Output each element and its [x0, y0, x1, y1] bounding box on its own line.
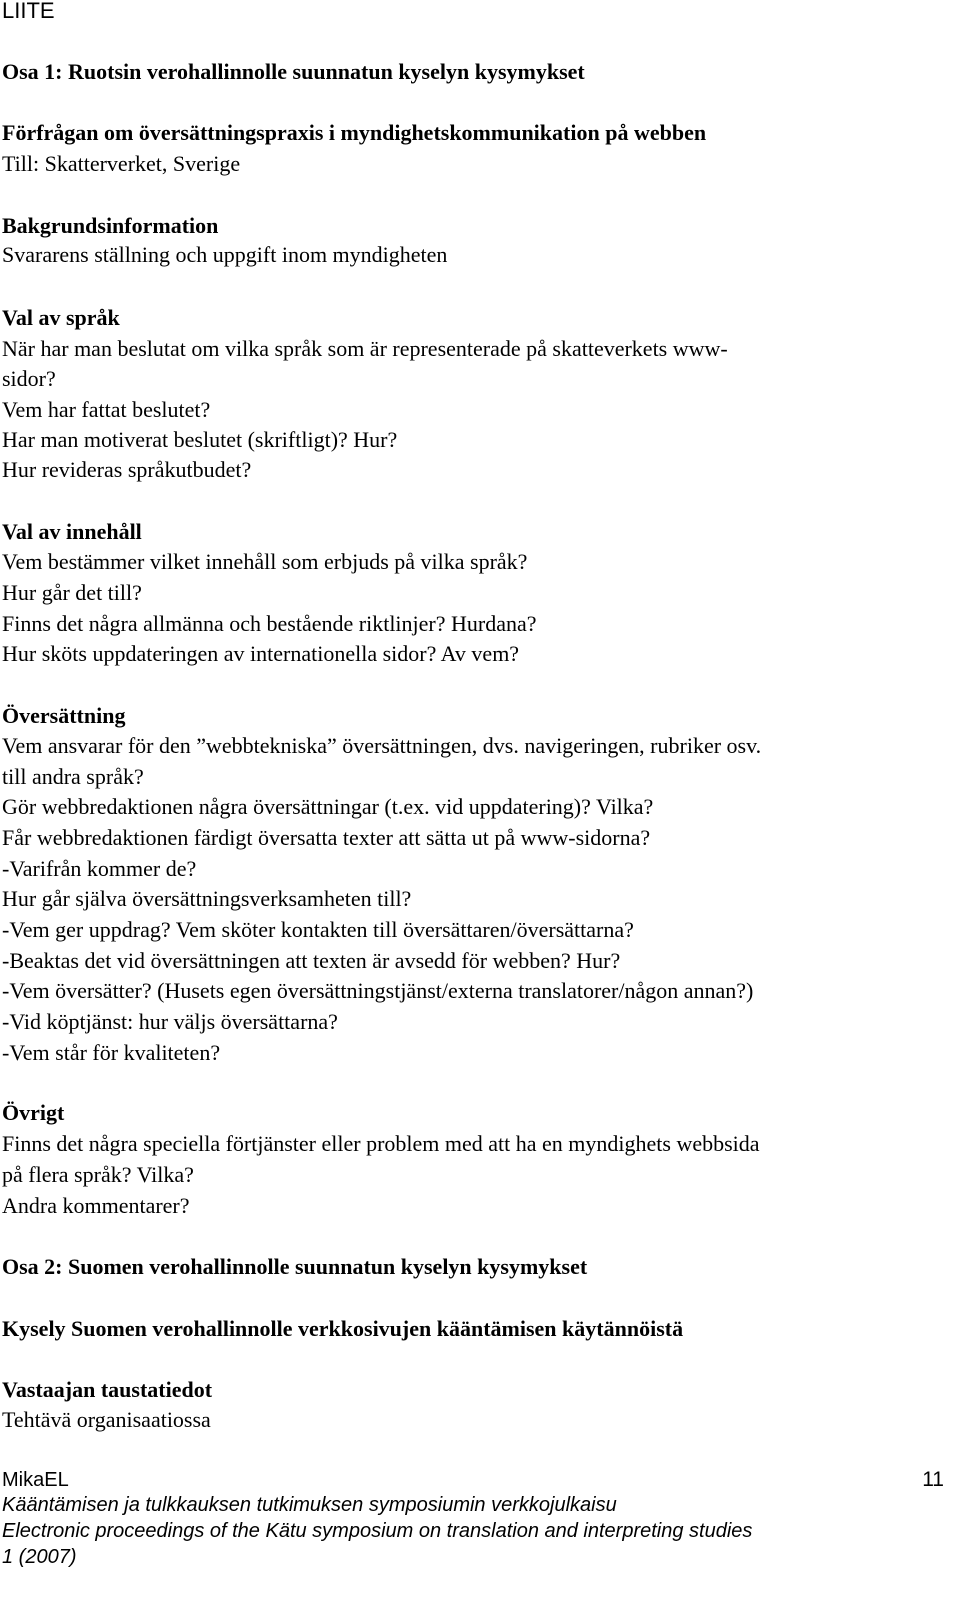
content-choice-line: Hur sköts uppdateringen av internationella sidor? Av vem?	[2, 641, 520, 666]
part2-background-heading: Vastaajan taustatiedot	[2, 1377, 213, 1402]
other-line: på flera språk? Vilka?	[2, 1162, 194, 1187]
footer-line: Kääntämisen ja tulkkauksen tutkimuksen symposiumin verkkojulkaisu	[2, 1494, 617, 1516]
other-heading: Övrigt	[2, 1100, 65, 1125]
footer-author: MikaEL	[2, 1469, 69, 1491]
translation-line: -Beaktas det vid översättningen att texten är avsedd för webben? Hur?	[2, 948, 621, 973]
language-choice-line: Vem har fattat beslutet?	[2, 397, 211, 422]
background-line: Svararens ställning och uppgift inom myndigheten	[2, 242, 448, 267]
background-heading: Bakgrundsinformation	[2, 213, 219, 238]
language-choice-line: Har man motiverat beslutet (skriftligt)? Hur?	[2, 427, 398, 452]
language-choice-line: sidor?	[2, 366, 56, 391]
translation-line: -Vem översätter? (Husets egen översättningstjänst/externa translatorer/någon annan?)	[2, 978, 754, 1003]
translation-line: Hur går själva översättningsverksamheten till?	[2, 886, 412, 911]
content-choice-heading: Val av innehåll	[2, 519, 142, 544]
footer-line: Electronic proceedings of the Kätu symposium on translation and interpreting studies	[2, 1520, 753, 1542]
part1-title: Osa 1: Ruotsin verohallinnolle suunnatun kyselyn kysymykset	[2, 59, 585, 84]
translation-line: -Vem ger uppdrag? Vem sköter kontakten till översättaren/översättarna?	[2, 917, 634, 942]
translation-line: -Varifrån kommer de?	[2, 856, 197, 881]
translation-line: Gör webbredaktionen några översättningar (t.ex. vid uppdatering)? Vilka?	[2, 794, 654, 819]
language-choice-line: Hur revideras språkutbudet?	[2, 457, 252, 482]
page-number: 11	[922, 1468, 944, 1491]
translation-line: -Vid köptjänst: hur väljs översättarna?	[2, 1009, 338, 1034]
language-choice-line: När har man beslutat om vilka språk som är representerade på skatteverkets www-	[2, 336, 728, 361]
footer-line: 1 (2007)	[2, 1546, 77, 1568]
translation-line: Får webbredaktionen färdigt översatta texter att sätta ut på www-sidorna?	[2, 825, 651, 850]
appendix-label: LIITE	[2, 0, 55, 23]
part1-recipient: Till: Skatterverket, Sverige	[2, 151, 241, 176]
other-line: Finns det några speciella förtjänster eller problem med att ha en myndighets webbsida	[2, 1131, 760, 1156]
part2-title: Osa 2: Suomen verohallinnolle suunnatun kyselyn kysymykset	[2, 1254, 588, 1279]
part1-survey-title: Förfrågan om översättningspraxis i myndighetskommunikation på webben	[2, 120, 707, 145]
translation-line: -Vem står för kvaliteten?	[2, 1040, 221, 1065]
translation-heading: Översättning	[2, 703, 126, 728]
part2-survey-title: Kysely Suomen verohallinnolle verkkosivujen kääntämisen käytännöistä	[2, 1316, 684, 1341]
other-line: Andra kommentarer?	[2, 1193, 190, 1218]
content-choice-line: Vem bestämmer vilket innehåll som erbjuds på vilka språk?	[2, 549, 528, 574]
part2-background-line: Tehtävä organisaatiossa	[2, 1407, 211, 1432]
language-choice-heading: Val av språk	[2, 305, 120, 330]
translation-line: Vem ansvarar för den ”webbtekniska” översättningen, dvs. navigeringen, rubriker osv.	[2, 733, 762, 758]
translation-line: till andra språk?	[2, 764, 144, 789]
content-choice-line: Hur går det till?	[2, 580, 142, 605]
content-choice-line: Finns det några allmänna och bestående riktlinjer? Hurdana?	[2, 611, 537, 636]
